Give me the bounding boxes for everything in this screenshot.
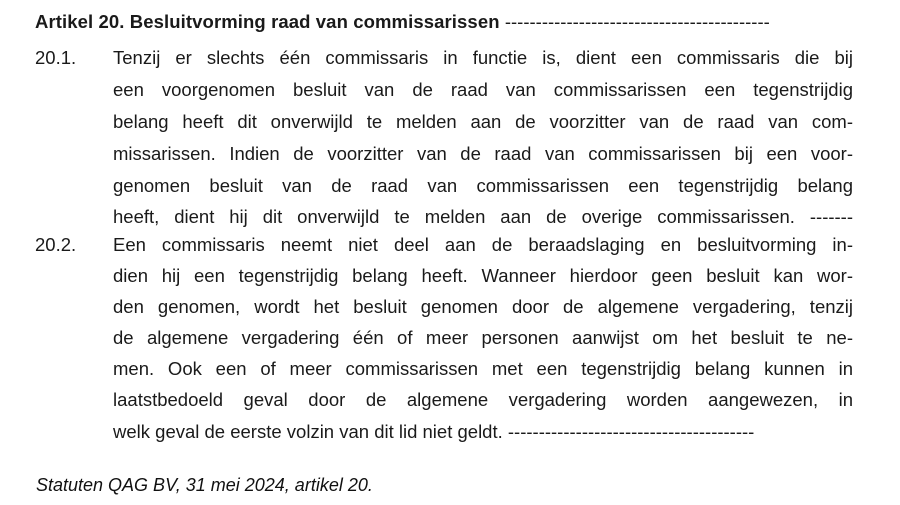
article-heading-text: Artikel 20. Besluitvorming raad van commissarissen <box>35 11 500 32</box>
paragraph-line: een voorgenomen besluit van de raad van commissarissen een tegenstrijdig <box>113 79 853 100</box>
heading-dash-filler: ------------------------------------------- <box>504 11 770 32</box>
paragraph-line: genomen besluit van de raad van commissarissen een tegenstrijdig belang <box>113 175 853 196</box>
paragraph-line: belang heeft dit onverwijld te melden aan de voorzitter van de raad van com- <box>113 111 853 132</box>
paragraph-number: 20.1. <box>35 47 77 68</box>
paragraph-line: missarissen. Indien de voorzitter van de raad van commissarissen bij een voor- <box>113 143 853 164</box>
paragraph-line: den genomen, wordt het besluit genomen door de algemene vergadering, tenzij <box>113 296 853 317</box>
source-caption: Statuten QAG BV, 31 mei 2024, artikel 20. <box>36 475 373 495</box>
paragraph-line: men. Ook een of meer commissarissen met een tegenstrijdig belang kunnen in <box>113 358 853 379</box>
article-heading <box>35 10 860 34</box>
paragraph-line: laatstbedoeld geval door de algemene vergadering worden aangewezen, in <box>113 389 853 410</box>
paragraph-line: heeft, dient hij dit onverwijld te melden aan de overige commissarissen. ------- <box>113 206 853 227</box>
paragraph-line: Tenzij er slechts één commissaris in functie is, dient een commissaris die bij <box>113 47 853 68</box>
paragraph-line: Een commissaris neemt niet deel aan de beraadslaging en besluitvorming in- <box>113 234 853 255</box>
paragraph-line: dien hij een tegenstrijdig belang heeft. Wanneer hierdoor geen besluit kan wor- <box>113 265 853 286</box>
paragraph-number: 20.2. <box>35 234 77 255</box>
paragraph-line: welk geval de eerste volzin van dit lid niet geldt. ---------------------------------------- <box>113 421 755 442</box>
paragraph-line: de algemene vergadering één of meer personen aanwijst om het besluit te ne- <box>113 327 853 348</box>
